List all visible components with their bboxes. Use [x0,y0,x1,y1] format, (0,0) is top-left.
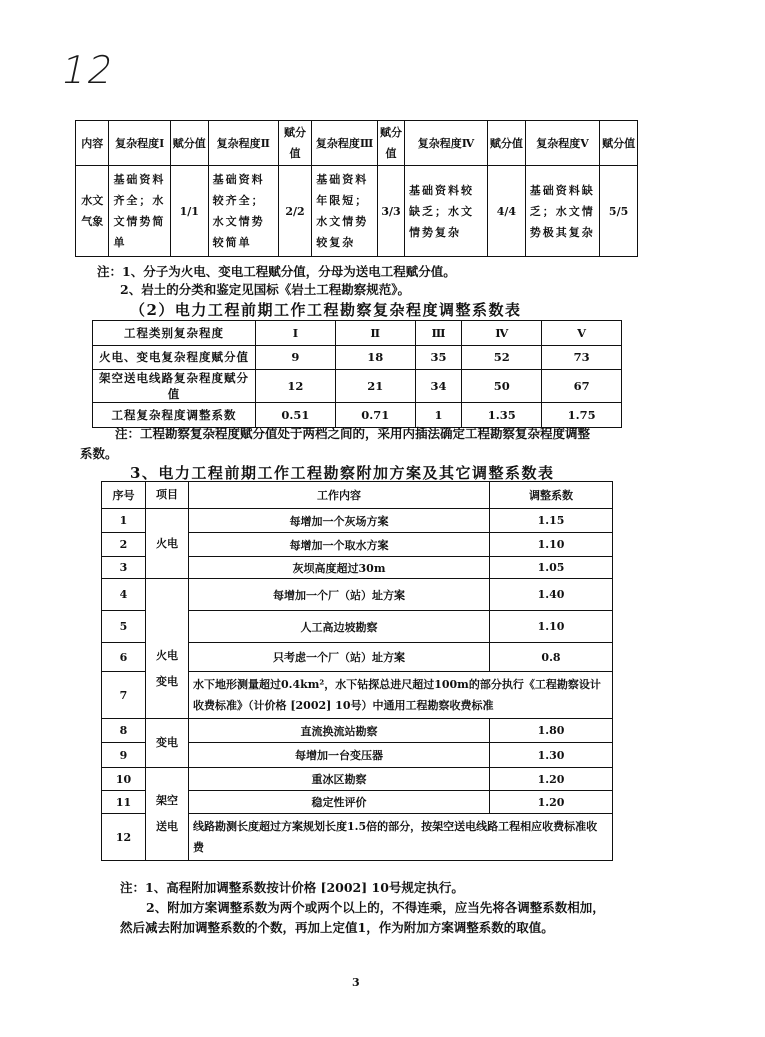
row-number: 2 [102,533,146,557]
row-content: 每增加一台变压器 [189,743,490,768]
row-coefficient: 1.10 [490,611,613,643]
table-header-row [93,321,622,346]
row-content: 水下地形测量超过0.4km²，水下钻探总进尺超过100m的部分执行《工程勘察设计收费标准》（计价格 [2002] 10号）中通用工程勘察收费标准 [189,672,613,719]
cell-level-5: 基础资料缺乏；水文情势极其复杂 [525,166,599,257]
header-work-content: 工作内容 [189,482,490,509]
row-coefficient: 1.20 [490,768,613,791]
cell-value: 0.71 [335,403,415,428]
row-coefficient: 1.20 [490,791,613,814]
row-content: 线路勘测长度超过方案规划长度1.5倍的部分，按架空送电线路工程相应收费标准收费 [189,814,613,861]
header-level-5: 复杂程度Ⅴ [525,121,599,166]
cell-score-1: 1/1 [170,166,208,257]
row-content: 每增加一个灰场方案 [189,509,490,533]
category-overhead-line [146,768,189,861]
cell-value: 52 [462,345,542,370]
header-score-2: 赋分值 [278,121,311,166]
row-number: 9 [102,743,146,768]
cell-value: 35 [415,345,462,370]
cell-level-1: 基础资料齐全；水文情势简单 [109,166,170,257]
cell-value: 12 [256,370,336,403]
table-header-row [102,482,613,509]
table-row [76,166,638,257]
header-level-1: 复杂程度Ⅰ [109,121,170,166]
cell-level-4: 基础资料较缺乏；水文情势复杂 [404,166,487,257]
row-content: 稳定性评价 [189,791,490,814]
cell-value: 73 [542,345,622,370]
cell-value: 50 [462,370,542,403]
cell-value: 18 [335,345,415,370]
header-level-4: 复杂程度Ⅳ [404,121,487,166]
row-label: 工程复杂程度调整系数 [93,403,256,428]
cell-value: 21 [335,370,415,403]
cell-score-3: 3/3 [378,166,405,257]
header-level-4: Ⅳ [462,321,542,346]
category-thermal-substation [146,579,189,719]
row-coefficient: 1.80 [490,719,613,743]
row-coefficient: 1.10 [490,533,613,557]
category-label: 架空送电 [156,794,178,833]
row-content: 每增加一个取水方案 [189,533,490,557]
table-row [102,768,613,791]
row-coefficient: 1.40 [490,579,613,611]
row-coefficient: 1.15 [490,509,613,533]
table-row [93,370,622,403]
row-content: 每增加一个厂（站）址方案 [189,579,490,611]
table-row [102,719,613,743]
row-label: 架空送电线路复杂程度赋分值 [93,370,256,403]
header-level-3: 复杂程度Ⅲ [312,121,378,166]
table-row [102,509,613,533]
row-label: 火电、变电复杂程度赋分值 [93,345,256,370]
row-content: 人工高边坡勘察 [189,611,490,643]
row-number: 6 [102,643,146,672]
cell-value: 0.51 [256,403,336,428]
row-number: 12 [102,814,146,861]
row-coefficient: 0.8 [490,643,613,672]
note-2-line-1: 注：工程勘察复杂程度赋分值处于两档之间的，采用内插法确定工程勘察复杂程度调整 [115,426,591,441]
header-level-2: 复杂程度Ⅱ [208,121,278,166]
row-number: 7 [102,672,146,719]
cell-level-3: 基础资料年限短；水文情势较复杂 [312,166,378,257]
row-number: 10 [102,768,146,791]
section-2-title: （2）电力工程前期工作工程勘察复杂程度调整系数表 [130,301,522,319]
cell-content: 水文气象 [76,166,109,257]
table-row [93,345,622,370]
category-substation: 变电 [146,719,189,768]
row-content: 直流换流站勘察 [189,719,490,743]
header-content: 内容 [76,121,109,166]
header-score-1: 赋分值 [170,121,208,166]
row-number: 1 [102,509,146,533]
cell-score-5: 5/5 [600,166,638,257]
cell-score-4: 4/4 [488,166,526,257]
note-3-line-1: 注：1、高程附加调整系数按计价格 [2002] 10号规定执行。 [120,880,464,895]
header-coefficient: 调整系数 [490,482,613,509]
complexity-coefficient-table [92,320,622,428]
section-3-title: 3、电力工程前期工作工程勘察附加方案及其它调整系数表 [130,464,555,482]
row-number: 3 [102,557,146,579]
note-2-line-2: 系数。 [80,446,118,461]
header-score-4: 赋分值 [488,121,526,166]
note-1-line-1: 注：1、分子为火电、变电工程赋分值，分母为送电工程赋分值。 [97,264,456,279]
note-3-line-3: 然后减去附加调整系数的个数，再加上定值1，作为附加方案调整系数的取值。 [120,920,554,935]
complexity-level-table [75,120,638,257]
row-number: 4 [102,579,146,611]
cell-value: 67 [542,370,622,403]
header-item: 项目 [146,482,189,509]
row-content: 灰坝高度超过30m [189,557,490,579]
cell-value: 1.75 [542,403,622,428]
cell-score-2: 2/2 [278,166,311,257]
page-number: 3 [352,976,360,989]
header-score-5: 赋分值 [600,121,638,166]
row-content: 只考虑一个厂（站）址方案 [189,643,490,672]
cell-value: 34 [415,370,462,403]
row-content: 重冰区勘察 [189,768,490,791]
table-header-row [76,121,638,166]
additional-scheme-table [101,481,613,861]
cell-value: 1 [415,403,462,428]
category-label: 火电变电 [156,648,178,688]
cell-value: 9 [256,345,336,370]
header-level-2: Ⅱ [335,321,415,346]
header-number: 序号 [102,482,146,509]
note-1-line-2: 2、岩土的分类和鉴定见国标《岩土工程勘察规范》。 [120,282,410,297]
header-level-5: Ⅴ [542,321,622,346]
row-number: 5 [102,611,146,643]
header-score-3: 赋分值 [378,121,405,166]
category-thermal: 火电 [146,509,189,579]
cell-value: 1.35 [462,403,542,428]
header-level-3: Ⅲ [415,321,462,346]
row-number: 8 [102,719,146,743]
row-number: 11 [102,791,146,814]
handwritten-page-mark: 12 [57,48,120,92]
header-level-1: Ⅰ [256,321,336,346]
cell-level-2: 基础资料较齐全；水文情势较简单 [208,166,278,257]
table-row [102,579,613,611]
note-3-line-2: 2、附加方案调整系数为两个或两个以上的，不得连乘，应当先将各调整系数相加， [146,900,605,915]
header-category: 工程类别复杂程度 [93,321,256,346]
row-coefficient: 1.05 [490,557,613,579]
row-coefficient: 1.30 [490,743,613,768]
